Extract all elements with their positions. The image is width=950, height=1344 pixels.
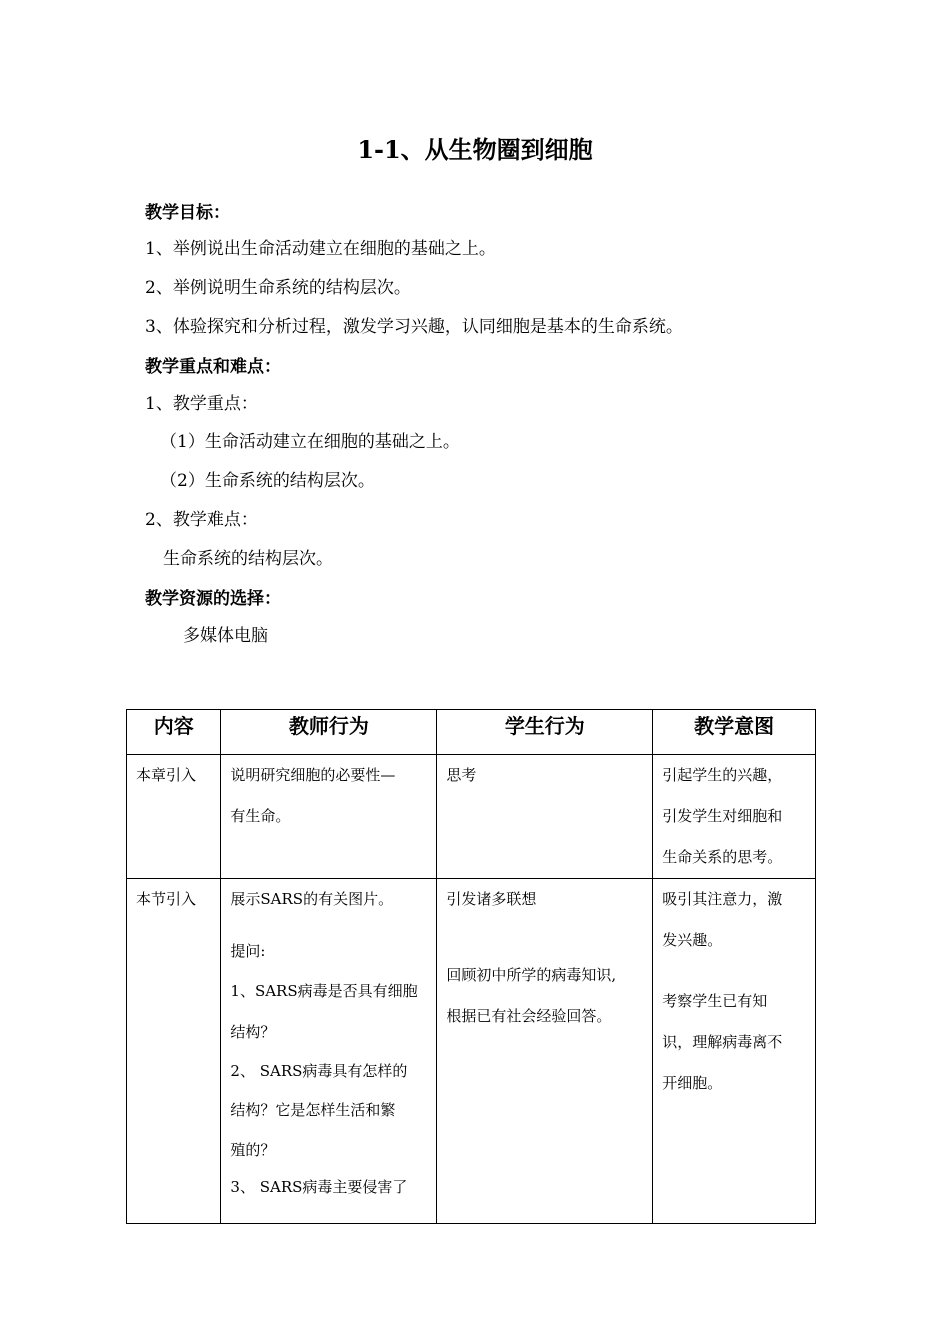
intent-line: 开细胞。: [662, 1074, 723, 1092]
header-teacher: 教师行为: [221, 710, 437, 755]
focus-label: 1、教学重点：: [145, 394, 258, 414]
objectives-heading: 教学目标：: [145, 203, 230, 223]
header-student: 学生行为: [437, 710, 653, 755]
table-header-row: [127, 710, 816, 755]
student-line: 根据已有社会经验回答。: [446, 1007, 612, 1025]
student-line: 引发诸多联想: [446, 890, 537, 908]
focus-item-1: （1）生命活动建立在细胞的基础之上。: [160, 432, 460, 452]
intent-line: 发兴趣。: [662, 931, 723, 949]
intent-line: 生命关系的思考。: [662, 848, 783, 866]
teacher-line: 有生命。: [230, 807, 291, 825]
teacher-question-line: 1、SARS病毒是否具有细胞: [230, 982, 418, 1000]
resources-text: 多媒体电脑: [183, 626, 268, 646]
lesson-plan-table: [126, 709, 816, 1224]
table-row: [127, 879, 816, 1224]
table-row: [127, 755, 816, 879]
intent-line: 考察学生已有知: [662, 992, 768, 1010]
focus-item-2: （2）生命系统的结构层次。: [160, 471, 375, 491]
difficulty-text: 生命系统的结构层次。: [163, 549, 333, 569]
teacher-question-line: 2、 SARS病毒具有怎样的: [230, 1062, 408, 1080]
cell-intent: [653, 755, 816, 879]
key-points-heading: 教学重点和难点：: [145, 357, 281, 377]
intent-line: 引发学生对细胞和: [662, 807, 783, 825]
header-intent: 教学意图: [653, 710, 816, 755]
cell-student: [437, 755, 653, 879]
page-title: 1-1、从生物圈到细胞: [357, 135, 593, 164]
teacher-question-line: 结构？它是怎样生活和繁: [230, 1101, 396, 1119]
cell-content: [127, 879, 221, 1224]
teacher-question-line: 3、 SARS病毒主要侵害了: [230, 1178, 408, 1196]
objective-item-3: 3、体验探究和分析过程，激发学习兴趣，认同细胞是基本的生命系统。: [145, 317, 683, 337]
chapter-intro-label: 本章引入: [136, 766, 197, 784]
intent-line: 引起学生的兴趣，: [662, 766, 783, 784]
cell-content: [127, 755, 221, 879]
intent-line: 识，理解病毒离不: [662, 1033, 783, 1051]
section-intro-label: 本节引入: [136, 890, 197, 908]
objective-item-2: 2、举例说明生命系统的结构层次。: [145, 278, 411, 298]
cell-teacher: [221, 879, 437, 1224]
teacher-question-line: 结构？: [230, 1023, 276, 1041]
teacher-intro: 展示SARS的有关图片。: [230, 890, 394, 908]
student-line: 回顾初中所学的病毒知识,: [446, 966, 617, 984]
cell-student: [437, 879, 653, 1224]
teacher-question-label: 提问:: [230, 942, 266, 960]
cell-teacher: [221, 755, 437, 879]
cell-intent: [653, 879, 816, 1224]
teacher-line: 说明研究细胞的必要性—: [230, 766, 396, 784]
student-line: 思考: [446, 766, 477, 784]
resources-heading: 教学资源的选择：: [145, 589, 281, 609]
difficulty-label: 2、教学难点：: [145, 510, 258, 530]
teacher-question-line: 殖的？: [230, 1141, 276, 1159]
objective-item-1: 1、举例说出生命活动建立在细胞的基础之上。: [145, 239, 496, 259]
header-content: 内容: [127, 710, 221, 755]
intent-line: 吸引其注意力，激: [662, 890, 783, 908]
